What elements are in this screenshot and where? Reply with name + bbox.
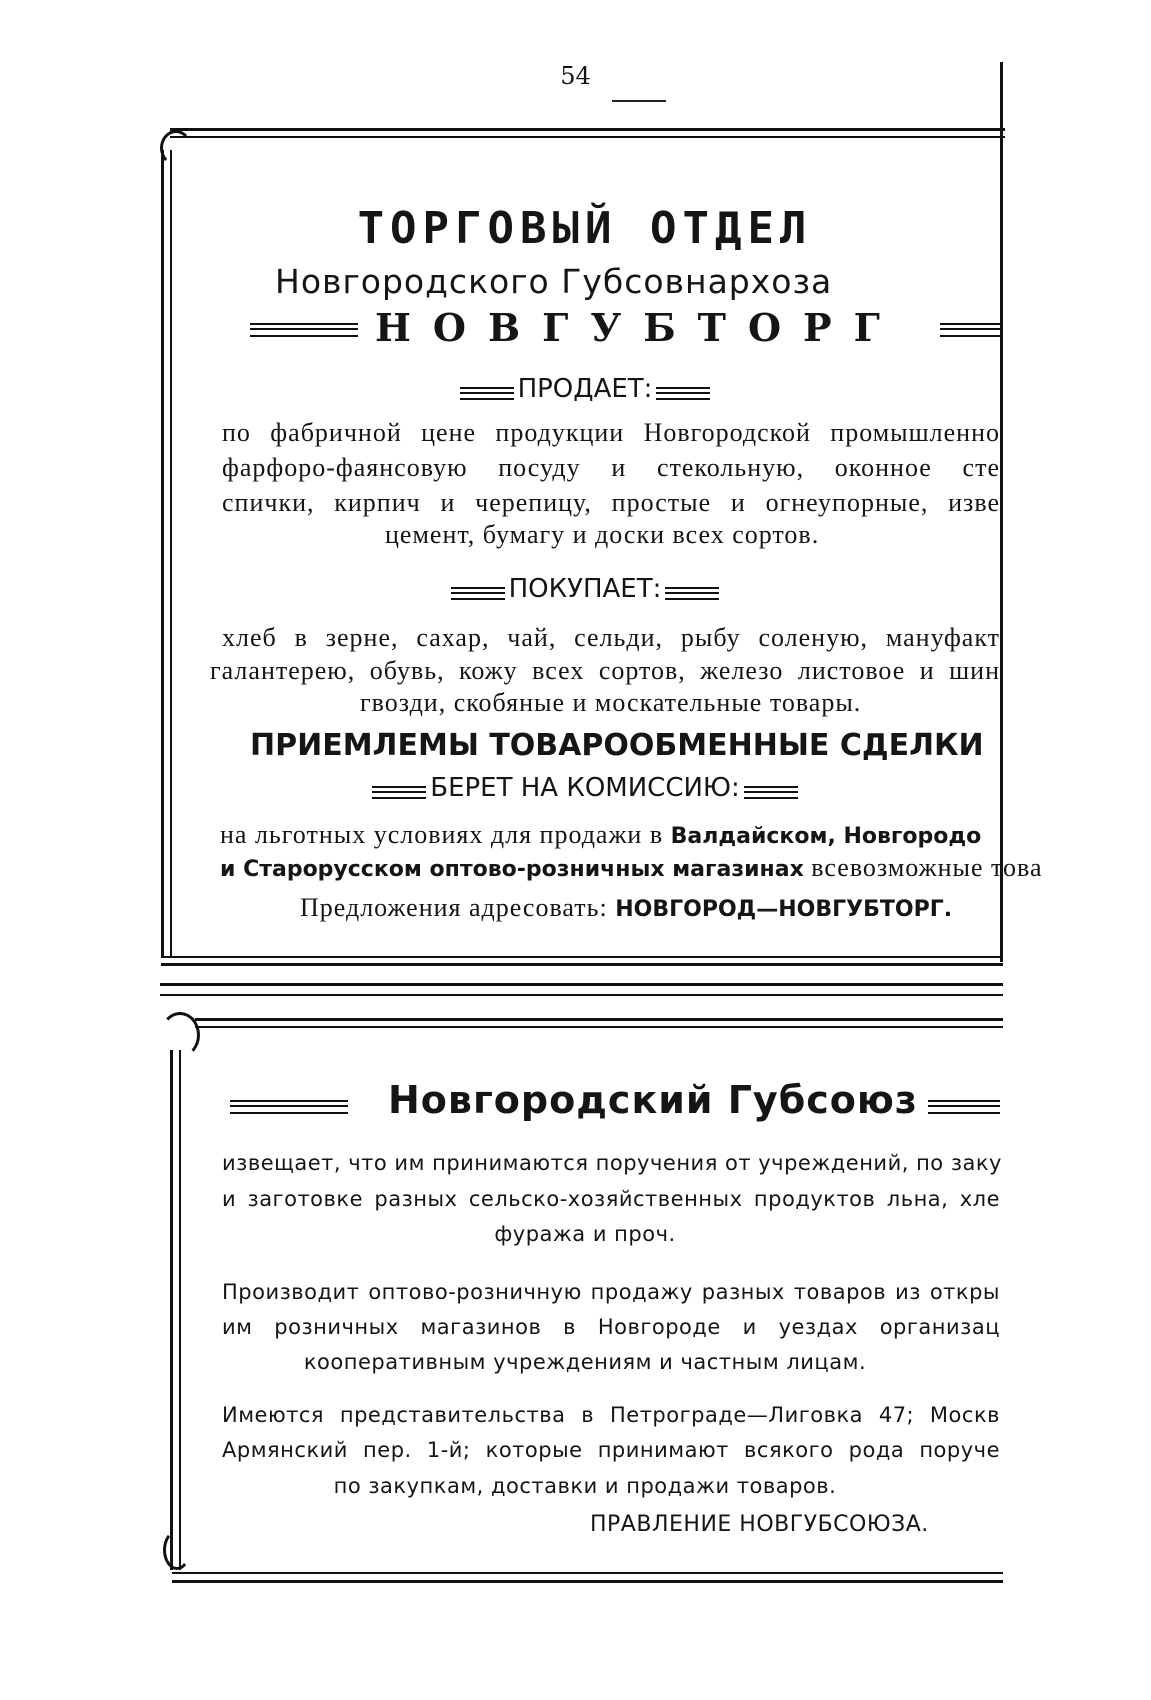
ad2-para3-line: Армянский пер. 1-й; которые принимают всякого рода поруче [222,1438,1000,1462]
ad1-commission-dash-right [744,786,798,799]
ad1-brand-row [170,305,1000,355]
ad-separator-band [160,983,1003,996]
ad2-scroll-ornament-bottom [163,1530,191,1570]
ad1-brand: НОВГУБТОРГ [375,305,902,350]
ad1-contact-line [300,893,1000,923]
ad2-frame-bottom [172,1572,1003,1583]
ad1-commission-line2-bold: и Старорусском оптово-розничных магазинах [220,857,804,882]
ad1-commission-dash-left [372,786,426,799]
ad2-title-dash-right [928,1100,1000,1114]
ad1-commission-line1-plain: на льготных условиях для продажи в [220,820,671,849]
ad2-para3-line: по закупкам, доставки и продажи товаров. [333,1474,837,1498]
ad2-para1-line: фуража и проч. [494,1222,676,1246]
ad1-sells-heading: ПРОДАЕТ: [517,374,653,404]
ad1-buys-dash-left [451,587,505,600]
ad2-para2-line: Производит оптово-розничную продажу разных товаров из откры [222,1280,1000,1304]
page-number-rule [612,100,666,102]
ad1-commission-heading: БЕРЕТ НА КОМИССИЮ: [430,773,740,803]
ad1-frame-top [170,128,1005,138]
ad1-subhead: Новгородского Губсовнархоза [275,262,833,301]
ad2-para3-line: Имеются представительства в Петрограде—Лиговка 47; Москв [222,1403,1000,1427]
ad1-barter-banner: ПРИЕМЛЕМЫ ТОВАРООБМЕННЫЕ СДЕЛКИ [250,728,984,763]
ad1-sells-dash-left [460,387,514,400]
ad2-para2-line: им розничных магазинов в Новгороде и уездах организац [222,1315,1000,1339]
ad2-title-dash-left [230,1100,348,1114]
ad2-title: Новгородский Губсоюз [388,1078,918,1122]
ad1-buys-dash-right [665,587,719,600]
ad2-para1-line: и заготовке разных сельско-хозяйственных продуктов льна, хле [222,1187,1000,1211]
ad1-commission-heading-row [170,773,1000,803]
page-number: 54 [560,62,591,90]
ad2-signature: ПРАВЛЕНИЕ НОВГУБСОЮЗА. [590,1512,929,1537]
ad1-sells-dash-right [656,387,710,400]
ad1-sells-line: по фабричной цене продукции Новгородской промышленно [222,418,1000,447]
ad1-buys-line: гвозди, скобяные и москательные товары. [360,688,862,717]
ad1-commission-line-2 [220,853,1043,883]
ad1-sells-line: цемент, бумагу и доски всех сортов. [385,520,820,549]
ad1-buys-heading: ПОКУПАЕТ: [508,574,662,604]
ad2-frame-top [195,1018,1003,1028]
ad1-sells-heading-row [170,374,1000,404]
ad1-buys-line: галантерею, обувь, кожу всех сортов, железо листовое и шин [210,656,1000,685]
page-edge-rule [1000,62,1003,962]
ad1-brand-dash-right [940,323,1000,337]
ad2-title-row [170,1078,1000,1138]
ad1-commission-line-1 [220,820,1000,850]
ad1-commission-line2-plain: всевозможные това [803,853,1043,882]
ad1-buys-line: хлеб в зерне, сахар, чай, сельди, рыбу соленую, мануфакт [222,623,1000,652]
ad1-headline: ТОРГОВЫЙ ОТДЕЛ [357,203,813,254]
ad1-frame-left [161,150,172,958]
ad1-contact-prefix: Предложения адресовать: [300,893,616,922]
ad1-contact-address: НОВГОРОД—НОВГУБТОРГ. [615,897,953,922]
ad2-para1-line: извещает, что им принимаются поручения от учреждений, по заку [222,1151,1002,1175]
ad1-sells-line: фарфоро-фаянсовую посуду и стекольную, оконное сте [222,453,1000,482]
ad2-scroll-ornament [160,1012,200,1058]
ad1-commission-line1-bold: Валдайском, Новгородо [670,824,982,849]
ad1-sells-line: спички, кирпич и черепицу, простые и огнеупорные, изве [222,488,1000,517]
ad1-frame-bottom [161,956,1003,966]
ad1-scroll-ornament [160,130,192,166]
ad2-para2-line: кооперативным учреждениям и частным лицам. [303,1350,867,1374]
ad1-brand-dash-left [250,323,358,337]
ad1-buys-heading-row [170,574,1000,604]
